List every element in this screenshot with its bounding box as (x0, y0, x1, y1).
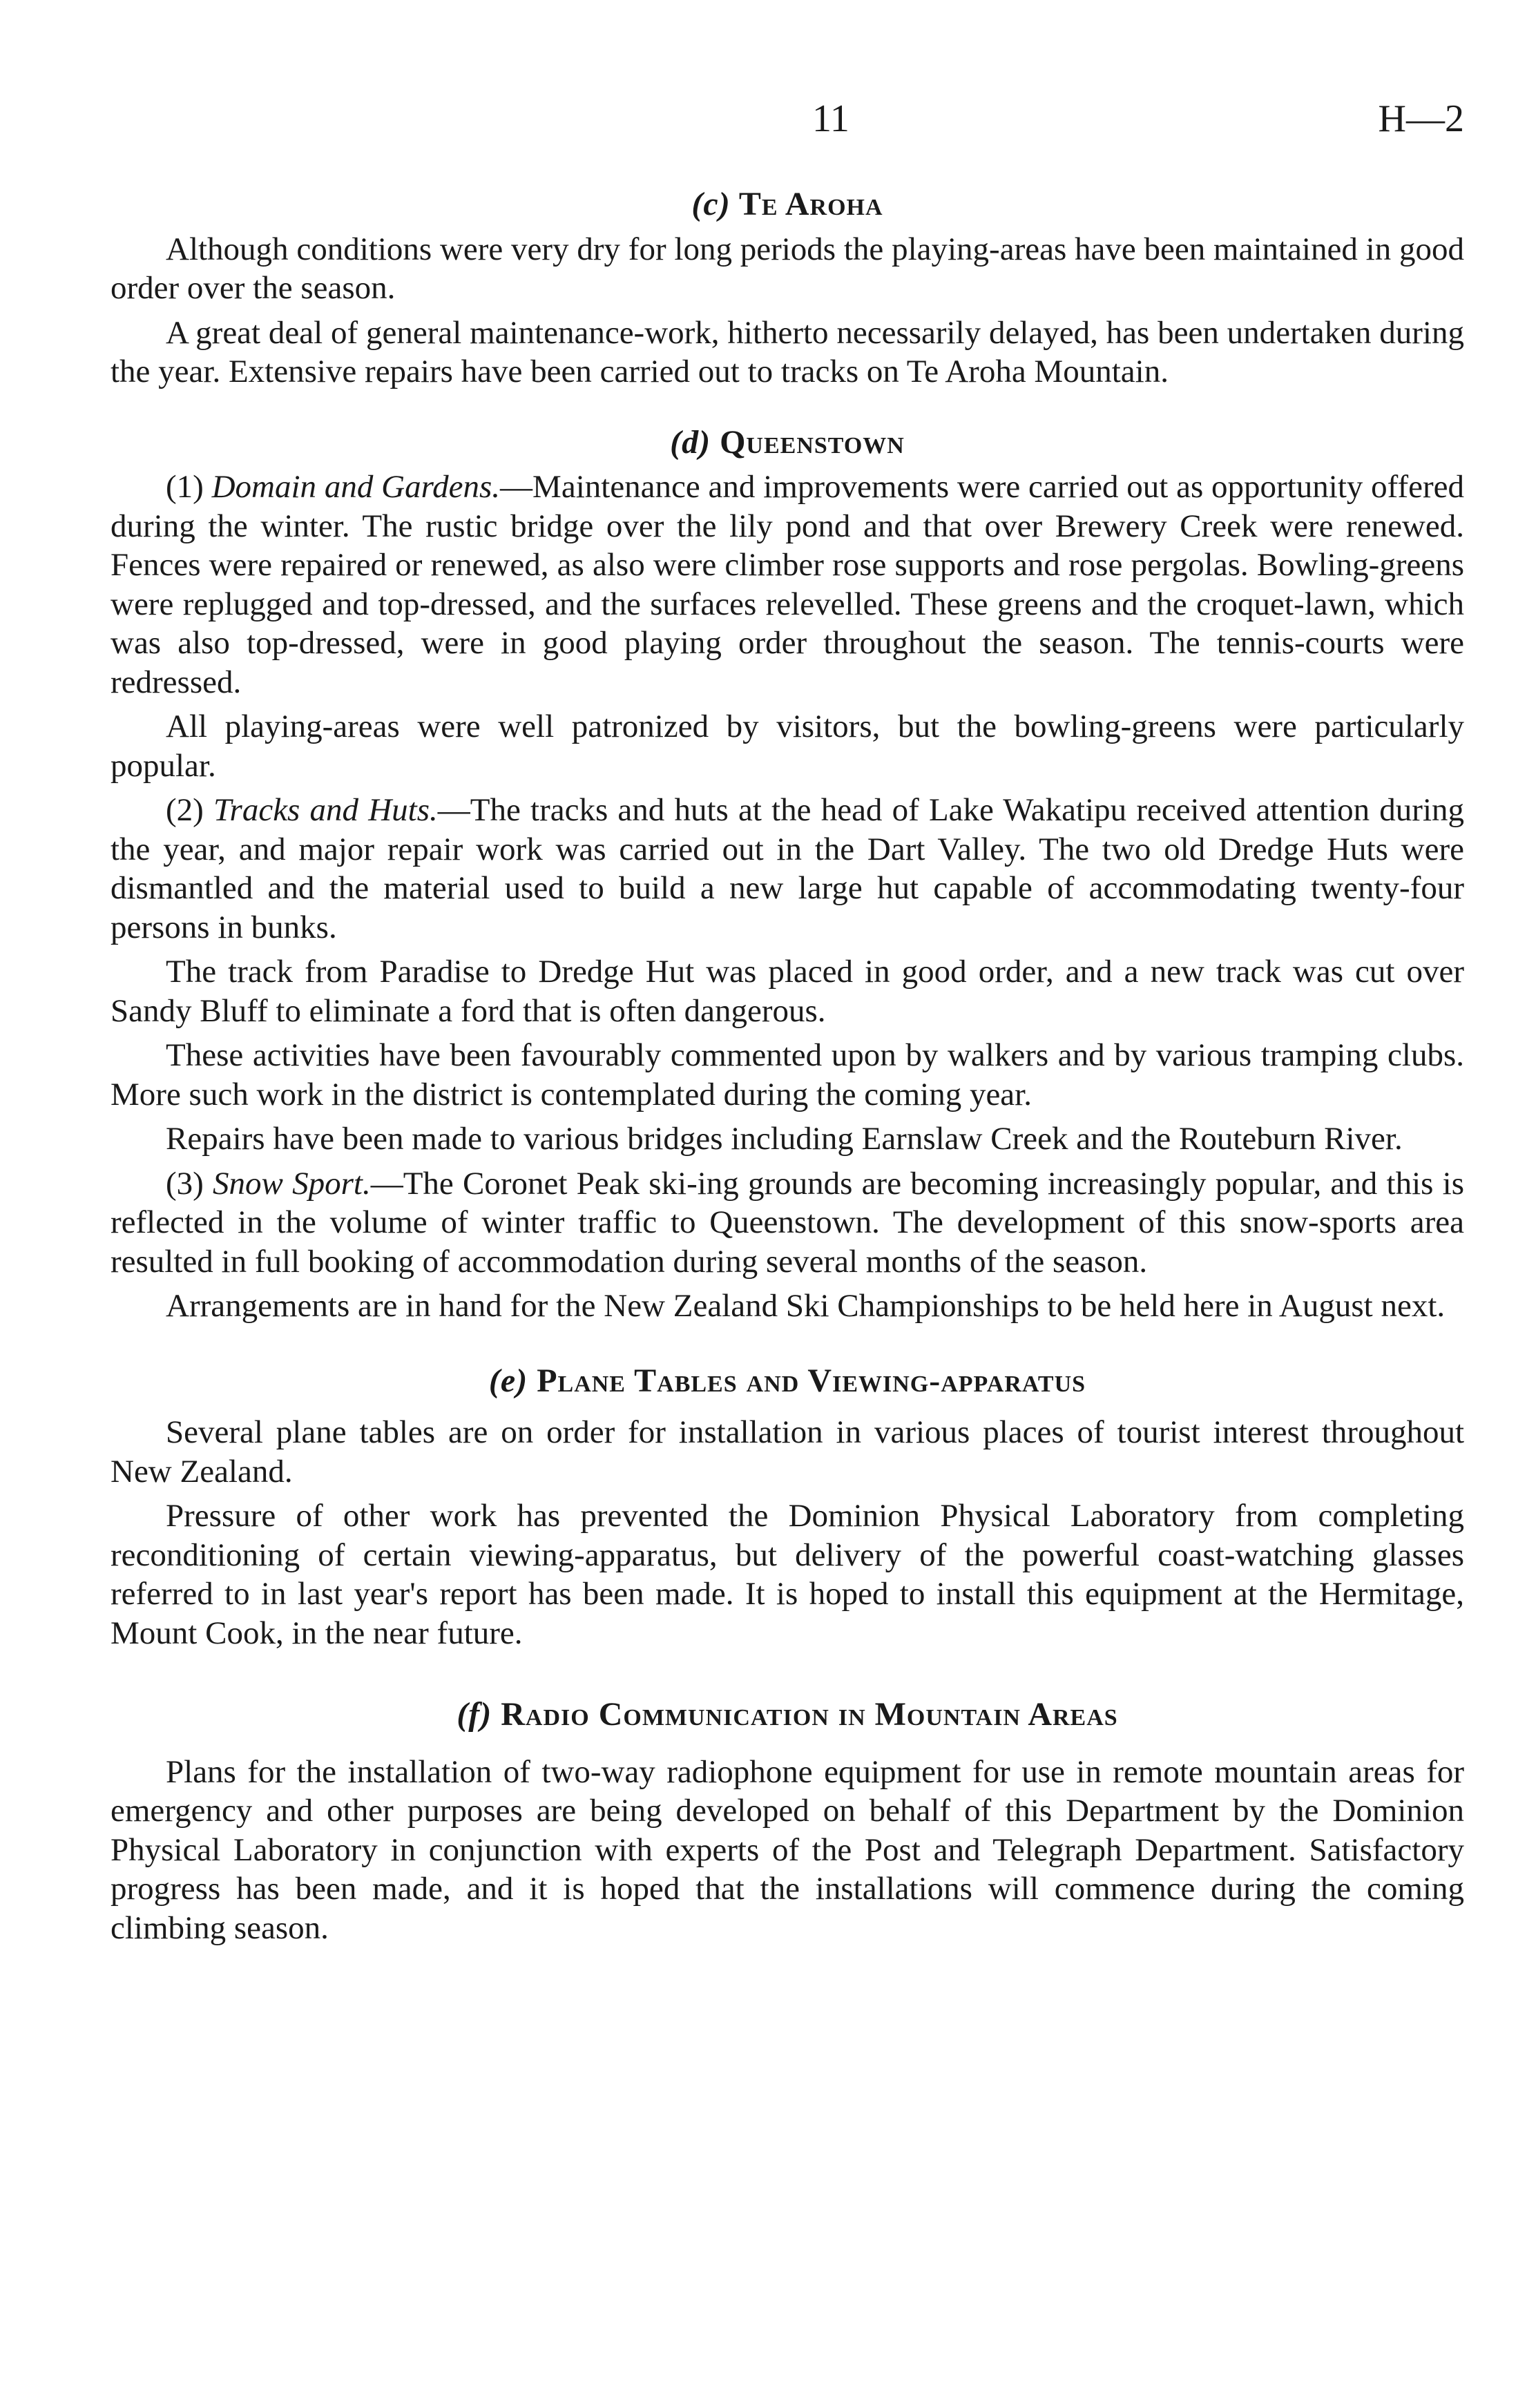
paragraph-domain-and-gardens (111, 468, 1464, 702)
item-number: (2) (166, 792, 204, 828)
section-heading-queenstown (111, 423, 1464, 463)
section-title: Te Aroha (738, 186, 883, 222)
paragraph-text: —The Coronet Peak ski-ing grounds are becoming increasingly popular, and this is reflected in the volume of winter traffic to Queenstown. The development of this snow-sports area resulted in full booking of accommodation during several months of the season. (111, 1165, 1464, 1280)
subsection-title: Domain and Gardens. (211, 469, 501, 505)
section-heading-plane-tables (111, 1362, 1464, 1401)
section-letter: (d) (670, 423, 711, 461)
paragraph: These activities have been favourably commented upon by walkers and by various tramping clubs. More such work in the district is contemplated during the coming year. (111, 1037, 1464, 1113)
paragraph: Repairs have been made to various bridges including Earnslaw Creek and the Routeburn River. (166, 1121, 1403, 1157)
paragraph-tracks-and-huts (111, 791, 1464, 947)
item-number: (1) (166, 469, 204, 505)
paragraph-snow-sport (111, 1164, 1464, 1282)
page-body (111, 185, 1464, 1953)
section-letter: (c) (691, 186, 731, 222)
paragraph: Arrangements are in hand for the New Zealand Ski Championships to be held here in August next. (166, 1288, 1446, 1324)
page-number: 11 (812, 97, 849, 140)
section-title: Queenstown (720, 423, 905, 461)
paragraph: All playing-areas were well patronized by visitors, but the bowling-greens were particularly popular. (111, 709, 1464, 784)
paragraph-text: —Maintenance and improvements were carried out as opportunity offered during the winter. The rustic bridge over the lily pond and that over Brewery Creek were renewed. Fences were repaired or renewed, as also were climber rose supports and rose pergolas. Bowling-greens were replugged and top-dressed, and the surfaces relevelled. These greens and the croquet-lawn, which was also top-dressed, were in good playing order throughout the season. The tennis-courts were redressed. (111, 469, 1464, 700)
section-heading-radio-communication (111, 1695, 1464, 1735)
subsection-title: Tracks and Huts. (213, 792, 438, 828)
paragraph: Several plane tables are on order for installation in various places of tourist interest throughout New Zealand. (111, 1414, 1464, 1490)
paragraph: Pressure of other work has prevented the Dominion Physical Laboratory from completing reconditioning of certain viewing-apparatus, but delivery of the powerful coast-watching glasses referred to in last year's report has been made. It is hoped to install this equipment at the Hermitage, Mount Cook, in the near future. (111, 1498, 1464, 1651)
subsection-title: Snow Sport. (213, 1165, 371, 1202)
document-reference: H—2 (1378, 97, 1464, 140)
section-letter: (f) (457, 1696, 492, 1733)
section-heading-te-aroha (111, 185, 1464, 224)
paragraph: The track from Paradise to Dredge Hut was placed in good order, and a new track was cut over Sandy Bluff to eliminate a ford that is often dangerous. (111, 954, 1464, 1029)
paragraph: Although conditions were very dry for long periods the playing-areas have been maintained in good order over the season. (111, 231, 1464, 306)
section-title: Radio Communication in Mountain Areas (501, 1696, 1118, 1733)
section-letter: (e) (488, 1362, 528, 1399)
paragraph-text: —The tracks and huts at the head of Lake Wakatipu received attention during the year, and major repair work was carried out in the Dart Valley. The two old Dredge Huts were dismantled and the material used to build a new large hut capable of accommodating twenty-four persons in bunks. (111, 792, 1465, 945)
page-header (111, 97, 1464, 152)
section-title: Plane Tables and Viewing-apparatus (537, 1362, 1086, 1399)
paragraph: Plans for the installation of two-way radiophone equipment for use in remote mountain areas for emergency and other purposes are being developed on behalf of this Department by the Dominion Physical Laboratory in conjunction with experts of the Post and Telegraph Department. Satisfactory progress has been made, and it is hoped that the installations will commence during the coming climbing season. (111, 1753, 1464, 1946)
item-number: (3) (166, 1165, 204, 1202)
paragraph: A great deal of general maintenance-work, hitherto necessarily delayed, has been undertaken during the year. Extensive repairs have been carried out to tracks on Te Aroha Mountain. (111, 314, 1464, 389)
